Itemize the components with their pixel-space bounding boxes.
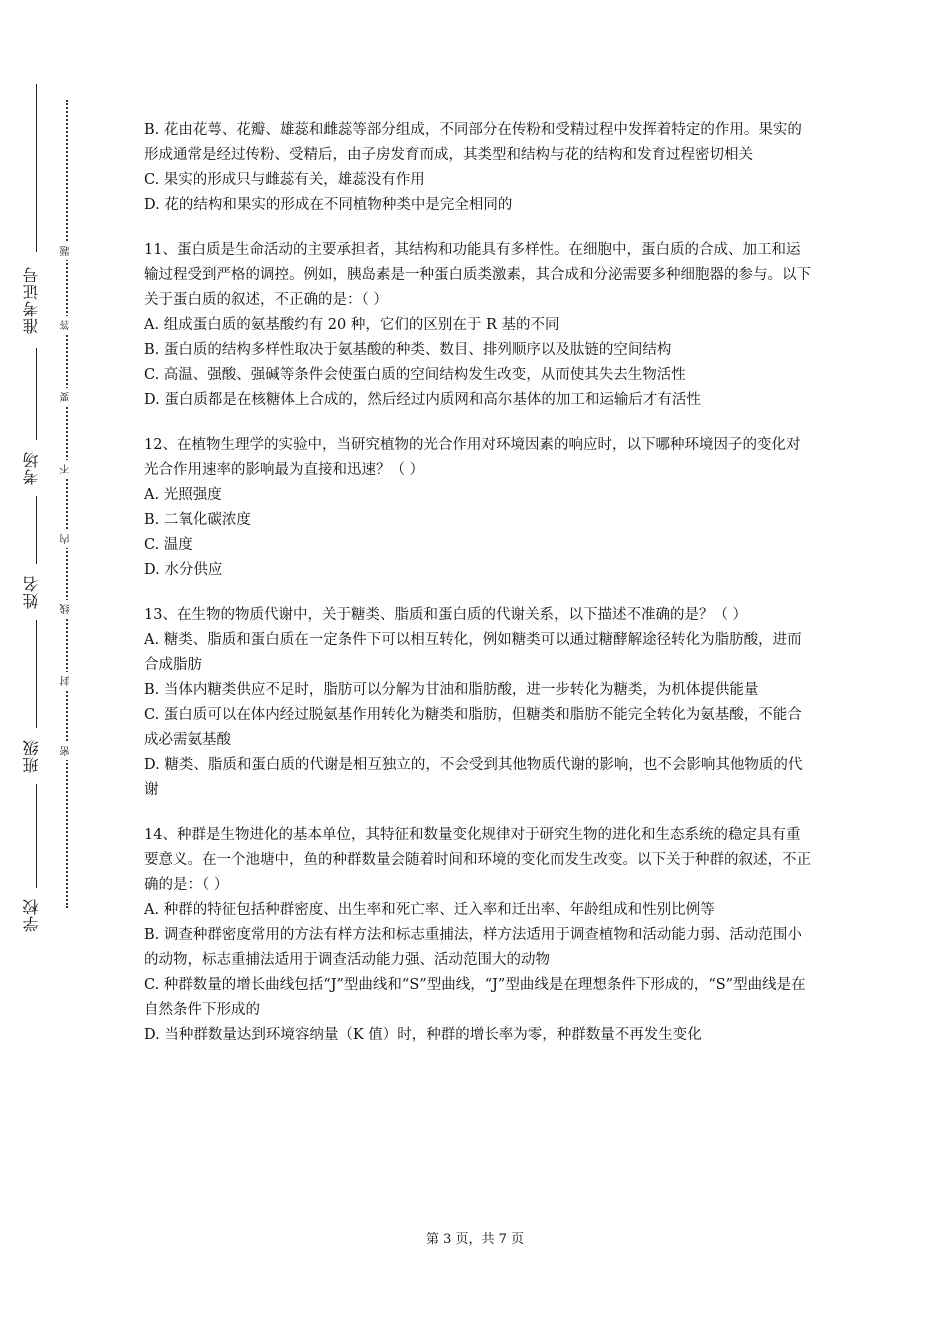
- page-number: 第 3 页，共 7 页: [425, 1232, 525, 1247]
- margin-rule: [36, 84, 37, 252]
- margin-rule: [36, 784, 37, 888]
- seal-char: 线: [58, 600, 76, 618]
- option-b: B. 蛋白质的结构多样性取决于氨基酸的种类、数目、排列顺序以及肽链的空间结构: [144, 342, 672, 358]
- seal-char: 内: [58, 530, 76, 548]
- option-d: D. 蛋白质都是在核糖体上合成的，然后经过内质网和高尔基体的加工和运输后才有活性: [144, 392, 701, 408]
- option-d: D. 花的结构和果实的形成在不同植物种类中是完全相同的: [144, 197, 513, 213]
- question-12: [144, 433, 814, 583]
- seal-char: 不: [58, 460, 76, 478]
- question-stem: 14、种群是生物进化的基本单位，其特征和数量变化规律对于研究生物的进化和生态系统的稳定具有重要意义。在一个池塘中，鱼的种群数量会随着时间和环境的变化而发生改变。以下关于种群的叙述，不正确的是：（ ）: [144, 827, 811, 893]
- option-c: C. 果实的形成只与雌蕊有关，雄蕊没有作用: [144, 172, 425, 188]
- margin-rule: [36, 496, 37, 564]
- question-14: [144, 823, 814, 1048]
- option-a: A. 光照强度: [144, 487, 222, 503]
- option-a: A. 糖类、脂质和蛋白质在一定条件下可以相互转化，例如糖类可以通过糖酵解途径转化为脂肪酸，进而合成脂肪: [144, 632, 802, 673]
- option-c: C. 蛋白质可以在体内经过脱氨基作用转化为糖类和脂肪，但糖类和脂肪不能完全转化为氨基酸，不能合成必需氨基酸: [144, 707, 802, 748]
- margin-rule: [36, 620, 37, 728]
- question-13: [144, 603, 814, 803]
- seal-char: 封: [58, 672, 76, 690]
- seal-char: 要: [58, 388, 76, 406]
- name-label: 姓名: [22, 575, 41, 609]
- option-d: D. 当种群数量达到环境容纳量（K 值）时，种群的增长率为零，种群数量不再发生变化: [144, 1027, 702, 1043]
- question-10-tail: [144, 118, 814, 218]
- seal-char: 题: [58, 242, 76, 260]
- question-stem: 13、在生物的物质代谢中，关于糖类、脂质和蛋白质的代谢关系，以下描述不准确的是？（ ）: [144, 607, 748, 623]
- option-d: D. 水分供应: [144, 562, 223, 578]
- question-content: [144, 118, 814, 1048]
- option-c: C. 高温、强酸、强碱等条件会使蛋白质的空间结构发生改变，从而使其失去生物活性: [144, 367, 686, 383]
- option-a: A. 种群的特征包括种群密度、出生率和死亡率、迁入率和迁出率、年龄组成和性别比例等: [144, 902, 715, 918]
- option-b: B. 调查种群密度常用的方法有样方法和标志重捕法，样方法适用于调查植物和活动能力弱、活动范围小的动物，标志重捕法适用于调查活动能力强、活动范围大的动物: [144, 927, 802, 968]
- margin-rule: [36, 348, 37, 440]
- question-11: [144, 238, 814, 413]
- option-c: C. 种群数量的增长曲线包括“J”型曲线和“S”型曲线，“J”型曲线是在理想条件下形成的，“S”型曲线是在自然条件下形成的: [144, 977, 806, 1018]
- option-c: C. 温度: [144, 537, 193, 553]
- question-stem: 11、蛋白质是生命活动的主要承担者，其结构和功能具有多样性。在细胞中，蛋白质的合成、加工和运输过程受到严格的调控。例如，胰岛素是一种蛋白质类激素，其合成和分泌需要多种细胞器的参与。以下关于蛋白质的叙述，不正确的是：（ ）: [144, 242, 811, 308]
- seal-char: 密: [58, 742, 76, 760]
- exam-room-label: 考场: [22, 451, 41, 485]
- seal-char: 答: [58, 316, 76, 334]
- option-b: B. 二氧化碳浓度: [144, 512, 251, 528]
- school-label: 学校: [22, 898, 41, 932]
- option-b: B. 花由花萼、花瓣、雄蕊和雌蕊等部分组成，不同部分在传粉和受精过程中发挥着特定的作用。果实的形成通常是经过传粉、受精后，由子房发育而成，其类型和结构与花的结构和发育过程密切相关: [144, 122, 802, 163]
- option-d: D. 糖类、脂质和蛋白质的代谢是相互独立的，不会受到其他物质代谢的影响，也不会影响其他物质的代谢: [144, 757, 803, 798]
- option-a: A. 组成蛋白质的氨基酸约有 20 种，它们的区别在于 R 基的不同: [144, 317, 560, 333]
- seal-dotted-line: [66, 100, 68, 908]
- class-label: 班级: [22, 739, 41, 773]
- question-stem: 12、在植物生理学的实验中，当研究植物的光合作用对环境因素的响应时，以下哪种环境因子的变化对光合作用速率的影响最为直接和迅速？（ ）: [144, 437, 801, 478]
- exam-number-label: 准考证号: [22, 266, 41, 334]
- option-b: B. 当体内糖类供应不足时，脂肪可以分解为甘油和脂肪酸，进一步转化为糖类，为机体提供能量: [144, 682, 759, 698]
